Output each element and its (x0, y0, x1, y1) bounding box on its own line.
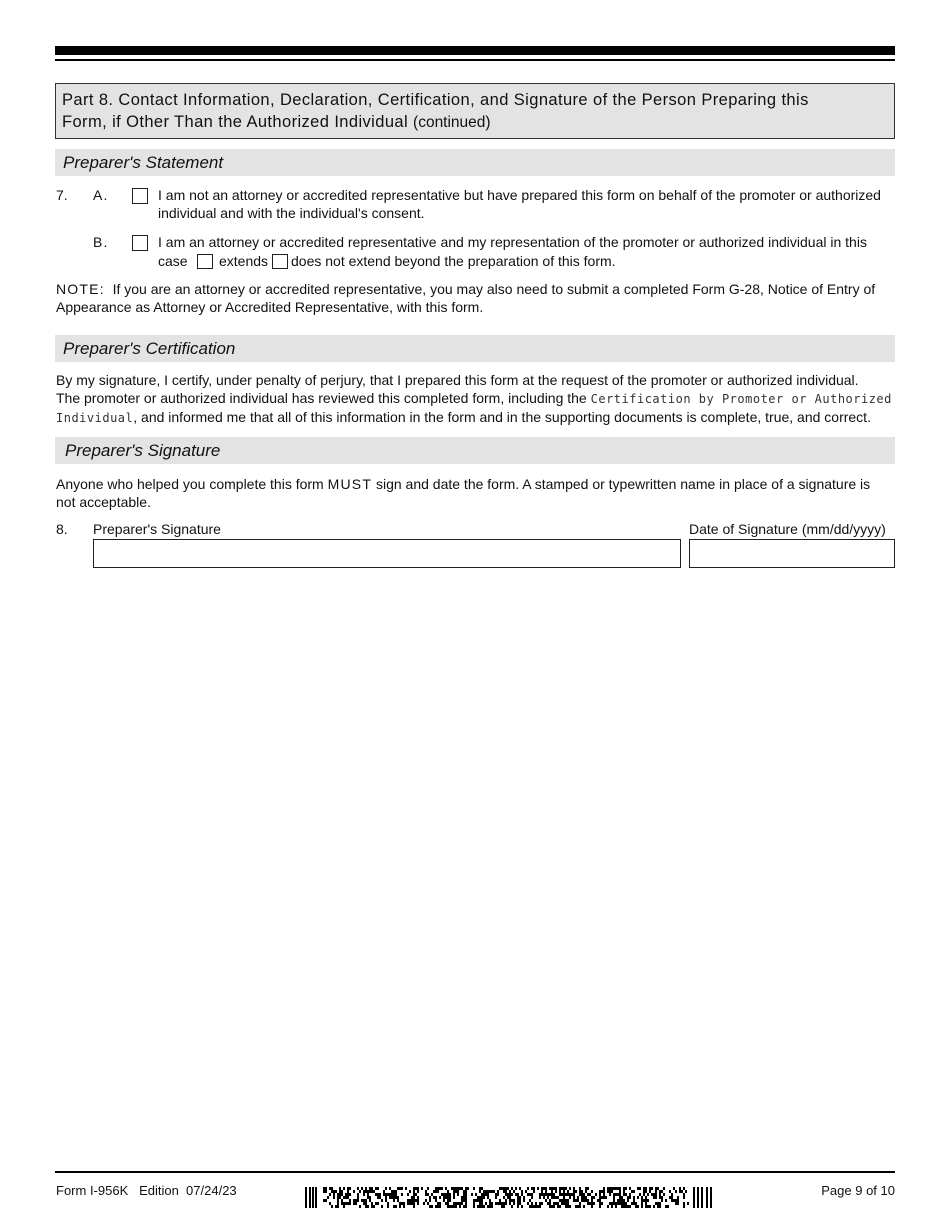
does-not-extend-label: does not extend beyond the preparation of this form. (291, 253, 616, 269)
option-a-line1: I am not an attorney or accredited representative but have prepared this form on behalf of the promoter or authorized (158, 187, 881, 203)
preparers-statement-heading: Preparer's Statement (55, 149, 895, 176)
note-label: NOTE: (56, 281, 105, 297)
extends-label: extends (219, 253, 269, 269)
footer-rule (55, 1171, 895, 1173)
top-rule-thick (55, 46, 895, 55)
signature-instructions-line2: not acceptable. (56, 494, 151, 510)
option-b-case-label: case (158, 253, 188, 269)
continued-label: (continued) (413, 114, 491, 131)
item-8-number: 8. (56, 521, 68, 537)
certification-line1: By my signature, I certify, under penalty of perjury, that I prepared this form at the request of the promoter or authorized individual. (56, 372, 859, 388)
signature-instr-b: sign and date the form. A stamped or typewritten name in place of a signature is (372, 476, 871, 492)
does-not-extend-checkbox[interactable] (272, 254, 288, 269)
date-of-signature-field[interactable] (689, 539, 895, 568)
certification-line2-text: The promoter or authorized individual has reviewed this completed form, including the (56, 390, 591, 406)
extends-checkbox[interactable] (197, 254, 213, 269)
item-7-number: 7. (56, 187, 68, 203)
page-number: Page 9 of 10 (821, 1183, 895, 1198)
option-a-letter: A. (93, 187, 109, 203)
preparer-signature-field[interactable] (93, 539, 681, 568)
note-text-line1: If you are an attorney or accredited representative, you may also need to submit a completed Form G-28, Notice of Entry of (112, 281, 876, 297)
signature-instr-a: Anyone who helped you complete this form (56, 476, 328, 492)
certification-line3 (56, 408, 871, 427)
signature-instructions-line1 (56, 475, 870, 493)
date-of-signature-label: Date of Signature (mm/dd/yyyy) (689, 521, 886, 537)
note-line2: Appearance as Attorney or Accredited Representative, with this form. (56, 299, 484, 315)
option-b-checkbox[interactable] (132, 235, 148, 251)
option-b-letter: B. (93, 234, 109, 250)
certification-line3-text: , and informed me that all of this information in the form and in the supporting documents is complete, true, and correct. (133, 409, 871, 425)
certification-reference-part1: Certification by Promoter or Authorized (590, 392, 892, 406)
preparers-certification-heading: Preparer's Certification (55, 335, 895, 362)
certification-reference-part2: Individual (56, 411, 134, 425)
part-8-header (55, 83, 895, 139)
preparers-signature-heading: Preparer's Signature (55, 437, 895, 464)
preparer-signature-label: Preparer's Signature (93, 521, 221, 537)
option-a-line2: individual and with the individual's consent. (158, 205, 425, 221)
option-b-line1: I am an attorney or accredited representative and my representation of the promoter or authorized individual in this (158, 234, 867, 250)
form-edition: Form I-956K Edition 07/24/23 (56, 1183, 237, 1198)
certification-line2 (56, 389, 892, 408)
option-a-checkbox[interactable] (132, 188, 148, 204)
note-line1 (56, 280, 875, 298)
top-rule-thin (55, 59, 895, 61)
must-emphasis: MUST (327, 476, 373, 492)
part-title-line1: Part 8. Contact Information, Declaration, Certification, and Signature of the Person Preparing this (62, 91, 809, 109)
part-title-line2: Form, if Other Than the Authorized Individual (62, 113, 409, 131)
barcode-icon (305, 1187, 713, 1208)
